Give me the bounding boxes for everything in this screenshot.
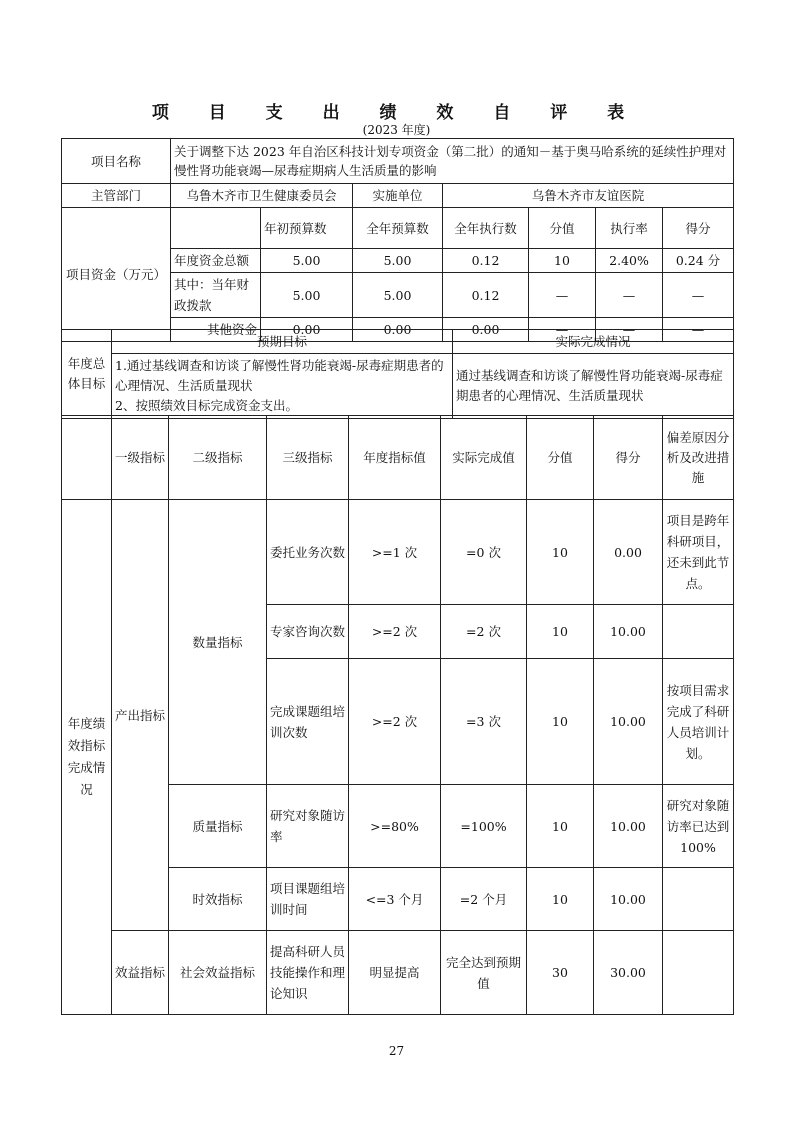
actual-header: 实际完成情况 [453,330,734,354]
max-score: 10 [527,500,594,605]
output-indicator-label: 产出指标 [112,500,169,931]
dept-label: 主管部门 [62,184,171,208]
funds-cell: — [663,318,734,342]
deviation-reason [663,931,734,1015]
score: 10.00 [594,785,663,868]
actual-value: =0 次 [441,500,527,605]
deviation-reason [663,605,734,659]
planned-header: 预期目标 [112,330,453,354]
funds-cell: — [529,318,596,342]
level3-indicator: 完成课题组培训次数 [267,659,349,785]
funds-cell: — [529,273,596,318]
funds-table [61,138,734,342]
time-indicator-label: 时效指标 [169,868,267,931]
max-score: 10 [527,868,594,931]
indicator-col-header: 一级指标 [112,416,169,500]
funds-cell: 0.24 分 [663,249,734,273]
target-value: >=2 次 [349,605,441,659]
goals-label: 年度总体目标 [62,330,112,419]
indicator-col-header: 二级指标 [169,416,267,500]
page-number: 27 [388,1044,405,1058]
funds-cell: 0.12 [443,249,529,273]
level3-indicator: 提高科研人员技能操作和理论知识 [267,931,349,1015]
funds-col-header: 年初预算数 [261,208,353,249]
funds-cell: 0.00 [353,318,443,342]
level3-indicator: 研究对象随访率 [267,785,349,868]
actual-value: =2 个月 [441,868,527,931]
funds-cell: — [596,273,663,318]
funds-cell: 5.00 [353,249,443,273]
level3-indicator: 专家咨询次数 [267,605,349,659]
funds-cell: 10 [529,249,596,273]
planned-goals: 1.通过基线调查和访谈了解慢性肾功能衰竭-尿毒症期患者的心理情况、生活质量现状 2、按照绩效目标完成资金支出。 [112,354,453,419]
deviation-reason: 研究对象随访率已达到 100% [663,785,734,868]
score: 30.00 [594,931,663,1015]
page-subtitle: (2023 年度) [362,123,431,137]
max-score: 10 [527,605,594,659]
actual-value: 完全达到预期值 [441,931,527,1015]
max-score: 30 [527,931,594,1015]
indicators-section-label: 年度绩效指标完成情况 [62,500,112,1015]
indicator-col-header: 年度指标值 [349,416,441,500]
level3-indicator: 委托业务次数 [267,500,349,605]
funds-col-header: 执行率 [596,208,663,249]
funds-cell: 5.00 [353,273,443,318]
actual-value: =2 次 [441,605,527,659]
funds-cell: — [663,273,734,318]
funds-cell: 2.40% [596,249,663,273]
score: 10.00 [594,605,663,659]
indicators-table [61,415,734,1015]
quantity-indicator-label: 数量指标 [169,500,267,785]
benefit-indicator-label: 效益指标 [112,931,169,1015]
deviation-reason: 按项目需求完成了科研人员培训计划。 [663,659,734,785]
funds-col-header: 全年预算数 [353,208,443,249]
funds-col-header: 分值 [529,208,596,249]
indicator-col-header: 三级指标 [267,416,349,500]
deviation-reason: 项目是跨年科研项目，还未到此节点。 [663,500,734,605]
dept-value: 乌鲁木齐市卫生健康委员会 [171,184,353,208]
funds-cell: — [596,318,663,342]
social-benefit-label: 社会效益指标 [169,931,267,1015]
funds-col-header: 得分 [663,208,734,249]
score: 10.00 [594,659,663,785]
project-name: 关于调整下达 2023 年自治区科技计划专项资金（第二批）的通知－基于奥马哈系统的延续性护理对慢性肾功能衰竭—尿毒症期病人生活质量的影响 [171,139,734,184]
indicators-corner [62,416,112,500]
actual-value: =100% [441,785,527,868]
funds-corner [171,208,261,249]
impl-value: 乌鲁木齐市友谊医院 [443,184,734,208]
indicator-col-header: 得分 [594,416,663,500]
deviation-reason [663,868,734,931]
indicator-col-header: 偏差原因分析及改进措施 [663,416,734,500]
funds-cell: 5.00 [261,273,353,318]
target-value: >=1 次 [349,500,441,605]
funds-label: 项目资金（万元） [62,208,171,342]
actual-value: =3 次 [441,659,527,785]
goals-table [61,329,734,419]
funds-col-header: 全年执行数 [443,208,529,249]
funds-cell: 5.00 [261,249,353,273]
project-name-label: 项目名称 [62,139,171,184]
quality-indicator-label: 质量指标 [169,785,267,868]
target-value: >=80% [349,785,441,868]
score: 10.00 [594,868,663,931]
level3-indicator: 项目课题组培训时间 [267,868,349,931]
funds-cell: 0.00 [443,318,529,342]
max-score: 10 [527,659,594,785]
score: 0.00 [594,500,663,605]
actual-goals: 通过基线调查和访谈了解慢性肾功能衰竭-尿毒症期患者的心理情况、生活质量现状 [453,354,734,419]
funds-row-name: 其中：当年财政拨款 [171,273,261,318]
funds-row-name: 年度资金总额 [171,249,261,273]
indicator-col-header: 分值 [527,416,594,500]
impl-label: 实施单位 [353,184,443,208]
funds-row-name: 其他资金 [171,318,261,342]
indicator-col-header: 实际完成值 [441,416,527,500]
max-score: 10 [527,785,594,868]
funds-cell: 0.00 [261,318,353,342]
target-value: 明显提高 [349,931,441,1015]
target-value: <=3 个月 [349,868,441,931]
page-title: 项 目 支 出 绩 效 自 评 表 [151,103,642,123]
funds-cell: 0.12 [443,273,529,318]
target-value: >=2 次 [349,659,441,785]
